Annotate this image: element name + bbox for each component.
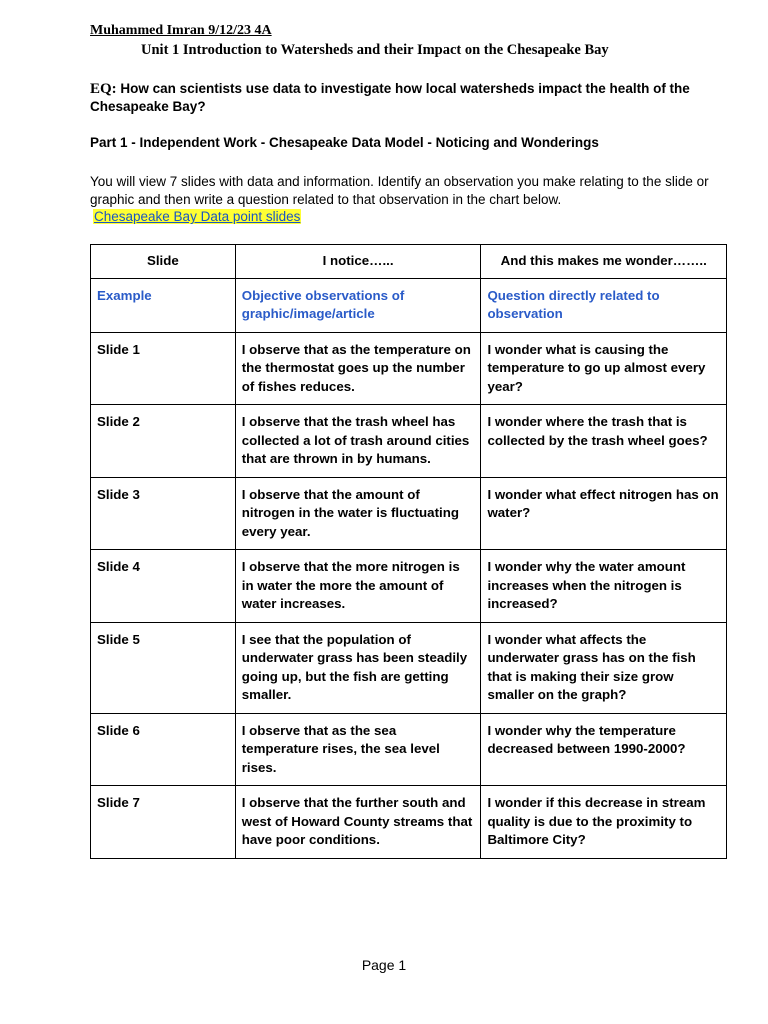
row-notice: I observe that the trash wheel has collected a lot of trash around cities that are thrown in by humans. xyxy=(235,405,481,478)
row-notice: I observe that the further south and west of Howard County streams that have poor conditions. xyxy=(235,786,481,859)
student-name-date: Muhammed Imran 9/12/23 4A xyxy=(90,23,272,38)
row-wonder: I wonder why the water amount increases when the nitrogen is increased? xyxy=(481,550,727,623)
table-row xyxy=(91,786,727,859)
row-notice: I observe that as the temperature on the thermostat goes up the number of fishes reduces. xyxy=(235,332,481,405)
table-row xyxy=(91,405,727,478)
row-slide: Slide 7 xyxy=(91,786,236,859)
essential-question xyxy=(90,80,710,116)
table-row xyxy=(91,477,727,550)
table-row xyxy=(91,622,727,713)
example-row xyxy=(91,278,727,332)
row-notice: I observe that the amount of nitrogen in the water is fluctuating every year. xyxy=(235,477,481,550)
row-slide: Slide 4 xyxy=(91,550,236,623)
table-row xyxy=(91,550,727,623)
eq-text: How can scientists use data to investigate how local watersheds impact the health of the Chesapeake Bay? xyxy=(90,81,690,114)
page-number: Page 1 xyxy=(361,957,407,973)
row-slide: Slide 3 xyxy=(91,477,236,550)
slides-link[interactable]: Chesapeake Bay Data point slides xyxy=(94,209,301,224)
instructions: You will view 7 slides with data and information. Identify an observation you make relating to the slide or graphic and then write a question related to that observation in the chart below. xyxy=(90,174,709,207)
row-slide: Slide 6 xyxy=(91,713,236,786)
example-label: Example xyxy=(91,278,236,332)
row-notice: I see that the population of underwater grass has been steadily going up, but the fish are getting smaller. xyxy=(235,622,481,713)
row-slide: Slide 1 xyxy=(91,332,236,405)
row-wonder: I wonder what effect nitrogen has on water? xyxy=(481,477,727,550)
row-wonder: I wonder what affects the underwater grass has on the fish that is making their size grow smaller on the graph? xyxy=(481,622,727,713)
eq-label: EQ: xyxy=(90,81,117,97)
part-heading: Part 1 - Independent Work - Chesapeake Data Model - Noticing and Wonderings xyxy=(90,135,599,150)
table-row xyxy=(91,713,727,786)
row-notice: I observe that the more nitrogen is in water the more the amount of water increases. xyxy=(235,550,481,623)
header-notice: I notice…... xyxy=(235,245,481,279)
row-wonder: I wonder where the trash that is collected by the trash wheel goes? xyxy=(481,405,727,478)
notice-wonder-table xyxy=(90,244,727,859)
row-wonder: I wonder if this decrease in stream quality is due to the proximity to Baltimore City? xyxy=(481,786,727,859)
example-wonder: Question directly related to observation xyxy=(481,278,727,332)
example-notice: Objective observations of graphic/image/article xyxy=(235,278,481,332)
row-slide: Slide 5 xyxy=(91,622,236,713)
header-slide: Slide xyxy=(91,245,236,279)
table-header-row xyxy=(91,245,727,279)
row-slide: Slide 2 xyxy=(91,405,236,478)
unit-title: Unit 1 Introduction to Watersheds and their Impact on the Chesapeake Bay xyxy=(141,42,609,58)
row-notice: I observe that as the sea temperature rises, the sea level rises. xyxy=(235,713,481,786)
header-wonder: And this makes me wonder…….. xyxy=(481,245,727,279)
row-wonder: I wonder why the temperature decreased between 1990-2000? xyxy=(481,713,727,786)
row-wonder: I wonder what is causing the temperature to go up almost every year? xyxy=(481,332,727,405)
table-row xyxy=(91,332,727,405)
